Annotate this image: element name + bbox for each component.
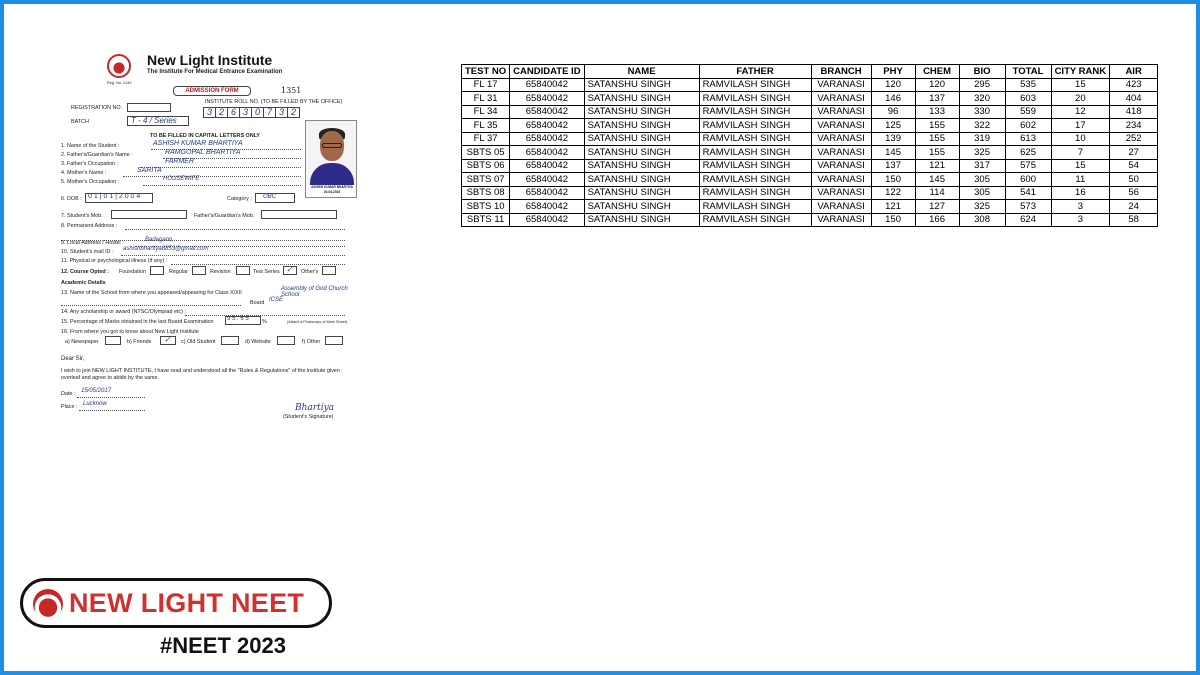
field-label: 2. Father's/Guardian's Name : [61, 152, 133, 158]
table-cell: 325 [959, 200, 1005, 214]
table-cell: RAMVILASH SINGH [699, 213, 811, 227]
field-value: SARITA [137, 167, 162, 174]
source-option: b) Friends [127, 339, 152, 345]
table-cell: 146 [871, 92, 915, 106]
table-cell: VARANASI [811, 146, 871, 160]
table-cell: 133 [915, 105, 959, 119]
table-cell: VARANASI [811, 105, 871, 119]
roll-digit: 3 [239, 107, 252, 118]
table-cell: 330 [959, 105, 1005, 119]
source-option: d) Website [245, 339, 271, 345]
local-address-value: Badagaon [145, 237, 173, 243]
table-cell: SATANSHU SINGH [584, 186, 699, 200]
table-cell: 575 [1005, 159, 1051, 173]
reg-no-mark: Reg. No. 2149 [107, 81, 132, 85]
table-cell: RAMVILASH SINGH [699, 78, 811, 92]
mail-label: 10. Student's mail ID : [61, 249, 114, 255]
table-cell: 10 [1051, 132, 1110, 146]
column-header: TOTAL [1005, 65, 1051, 79]
source-checkbox[interactable] [105, 336, 121, 345]
table-cell: 155 [915, 146, 959, 160]
table-cell: 155 [915, 132, 959, 146]
table-cell: VARANASI [811, 186, 871, 200]
salutation: Dear Sir, [61, 356, 85, 362]
table-cell: SATANSHU SINGH [584, 159, 699, 173]
admission-form: Reg. No. 2149 New Light Institute The Institute For Medical Entrance Examination ADMISSION FORM 1351 INSTITUTE ROLL NO. (TO BE FILLED BY THE OFFICE) REGISTRATION NO. BATCH T - 4 / Series 3 2 6 3 0 7 3 2 TO BE FILLED IN CAPITAL LETTERS ONLY 1. Name of the Student : ASHISH KUMAR BHARTIYA 2. Father's/Guardian's Name : RAMGOPAL BHARTIYA 3. Father's Occupation : FARMER 4. Mother's Name : SARITA 5. Mother's Occupation : HOUSEWIFE ASHISH KUMAR BHARTIYA 20-04-2023 6. DOB : 0 1 | 0 1 | 2 0 0 4 Category : OBC 7. Student's Mob. Father's/Guardian's Mob. 8. Permanent Address : 9. Local Address / Hostel : Badagaon 10. Student's mail ID : ashishbhartiya8853@gmail.com 11. Physical or psychological illness (if any) : 12. Course Opted : Foundation Regular Revision Test Series ✓ Other's Academic Details 13. Name of the School from where you appeared/appearing for Class X/XII Assembly of God Church School Board ICSE 14. Any scholarship or award (NTSC/Olympiad etc) : 15. Percentage of Marks obtained in the last Board Examination 9 5 . 6 5 % (Attach a Photocopy of Mark Sheet) 16. From where you got to know about New Light Institute a) Newspaper b) Friends ✓ c) Old Student d) Website f) Other Dear Sir, I wish to join NEW LIGHT INSTITUTE, I have read and understood all the "Rules & Regulations" of the institute given overleaf and agree to abide by the same. Date : 15/05/2017 Place : Lucknow Bhartiya (Student's Signature) [55, 48, 360, 428]
table-cell: 603 [1005, 92, 1051, 106]
table-cell: FL 35 [462, 119, 510, 133]
table-cell: 65840042 [510, 78, 584, 92]
roll-digit: 3 [275, 107, 288, 118]
brand-logo-icon [33, 589, 63, 619]
form-title: ADMISSION FORM [173, 86, 251, 96]
table-cell: 150 [871, 173, 915, 187]
column-header: PHY [871, 65, 915, 79]
table-cell: 3 [1051, 213, 1110, 227]
table-cell: 145 [915, 173, 959, 187]
hashtag-text: #NEET 2023 [160, 633, 286, 658]
table-cell: 535 [1005, 78, 1051, 92]
place-label: Place : [61, 404, 78, 410]
table-cell: 121 [871, 200, 915, 214]
table-cell: 12 [1051, 105, 1110, 119]
table-cell: 15 [1051, 159, 1110, 173]
table-cell: FL 31 [462, 92, 510, 106]
table-cell: 613 [1005, 132, 1051, 146]
table-cell: SATANSHU SINGH [584, 200, 699, 214]
table-cell: 50 [1110, 173, 1158, 187]
photo-caption-name: ASHISH KUMAR BHARTIYA [311, 185, 353, 189]
table-cell: 65840042 [510, 159, 584, 173]
column-header: FATHER [699, 65, 811, 79]
table-cell: 305 [959, 186, 1005, 200]
table-row [462, 159, 1158, 173]
table-row [462, 92, 1158, 106]
table-cell: VARANASI [811, 78, 871, 92]
field-line [123, 176, 301, 177]
field-line [171, 264, 345, 265]
scholarship-label: 14. Any scholarship or award (NTSC/Olympiad etc) : [61, 309, 186, 315]
table-cell: 65840042 [510, 146, 584, 160]
field-line [143, 185, 301, 186]
table-cell: SBTS 07 [462, 173, 510, 187]
roll-digit: 2 [287, 107, 300, 118]
field-value: HOUSEWIFE [163, 176, 200, 182]
table-cell: RAMVILASH SINGH [699, 119, 811, 133]
table-cell: 625 [1005, 146, 1051, 160]
column-header: CANDIDATE ID [510, 65, 584, 79]
table-row [462, 78, 1158, 92]
table-cell: 127 [915, 200, 959, 214]
roll-digit: 7 [263, 107, 276, 118]
roll-digit: 2 [215, 107, 228, 118]
table-cell: 600 [1005, 173, 1051, 187]
table-cell: RAMVILASH SINGH [699, 92, 811, 106]
column-header: NAME [584, 65, 699, 79]
place-value: Lucknow [83, 401, 107, 407]
field-value: RAMGOPAL BHARTIYA [165, 149, 241, 156]
category-label: Category : [227, 196, 252, 202]
course-checkbox[interactable] [150, 266, 164, 275]
table-cell: VARANASI [811, 92, 871, 106]
academic-label: Academic Details [61, 280, 106, 286]
roll-digit: 6 [227, 107, 240, 118]
date-value: 15/05/2017 [81, 388, 112, 394]
field-label: 4. Mother's Name : [61, 170, 107, 176]
table-cell: 20 [1051, 92, 1110, 106]
table-cell: 418 [1110, 105, 1158, 119]
source-label: 16. From where you got to know about New Light Institute [61, 329, 199, 335]
table-cell: 317 [959, 159, 1005, 173]
course-option: Revision [210, 269, 231, 275]
table-cell: RAMVILASH SINGH [699, 159, 811, 173]
institute-name: New Light Institute [147, 52, 273, 68]
table-cell: 65840042 [510, 132, 584, 146]
table-cell: FL 34 [462, 105, 510, 119]
table-cell: 121 [915, 159, 959, 173]
table-cell: 295 [959, 78, 1005, 92]
table-cell: SBTS 11 [462, 213, 510, 227]
table-cell: FL 37 [462, 132, 510, 146]
table-cell: 305 [959, 173, 1005, 187]
guardian-mobile-box [261, 210, 337, 219]
table-cell: 145 [871, 146, 915, 160]
guardian-mobile-label: Father's/Guardian's Mob. [194, 213, 255, 219]
table-cell: 125 [871, 119, 915, 133]
table-cell: SATANSHU SINGH [584, 146, 699, 160]
board-label: Board [250, 300, 265, 306]
marks-value: 9 5 . 6 5 [227, 316, 249, 322]
table-cell: SBTS 08 [462, 186, 510, 200]
table-cell: RAMVILASH SINGH [699, 146, 811, 160]
course-option: Regular [169, 269, 188, 275]
roll-digit: 0 [251, 107, 264, 118]
mobile-box [111, 210, 187, 219]
brand-badge [20, 578, 332, 628]
table-cell: 120 [915, 78, 959, 92]
capital-note: TO BE FILLED IN CAPITAL LETTERS ONLY [150, 133, 261, 139]
source-option: c) Old Student [181, 339, 216, 345]
course-option: Foundation [119, 269, 146, 275]
table-cell: 96 [871, 105, 915, 119]
table-cell: 11 [1051, 173, 1110, 187]
table-cell: SATANSHU SINGH [584, 173, 699, 187]
table-cell: 624 [1005, 213, 1051, 227]
student-photo [305, 120, 357, 198]
illness-label: 11. Physical or psychological illness (if any) : [61, 258, 168, 264]
table-cell: 3 [1051, 200, 1110, 214]
table-cell: 65840042 [510, 119, 584, 133]
table-row [462, 146, 1158, 160]
column-header: AIR [1110, 65, 1158, 79]
table-cell: VARANASI [811, 119, 871, 133]
column-header: BRANCH [811, 65, 871, 79]
column-header: CHEM [915, 65, 959, 79]
field-line [61, 305, 241, 306]
marks-note: (Attach a Photocopy of Mark Sheet) [287, 320, 348, 324]
declaration: I wish to join NEW LIGHT INSTITUTE, I have read and understood all the "Rules & Regulations" of the institute given overleaf and agree to abide by the same. [61, 368, 340, 381]
course-option: Test Series [253, 269, 280, 275]
table-cell: 17 [1051, 119, 1110, 133]
school-value: Assembly of God Church School [281, 286, 348, 298]
table-cell: 137 [871, 159, 915, 173]
table-cell: RAMVILASH SINGH [699, 186, 811, 200]
table-cell: RAMVILASH SINGH [699, 105, 811, 119]
table-cell: VARANASI [811, 173, 871, 187]
table-cell: 139 [871, 132, 915, 146]
table-cell: VARANASI [811, 159, 871, 173]
dob-label: 6. DOB : [61, 196, 82, 202]
registration-box [127, 103, 171, 112]
table-cell: 252 [1110, 132, 1158, 146]
table-cell: 320 [959, 92, 1005, 106]
table-cell: SATANSHU SINGH [584, 213, 699, 227]
local-address-label: 9. Local Address / Hostel : [61, 240, 124, 246]
table-cell: 166 [915, 213, 959, 227]
table-cell: SBTS 06 [462, 159, 510, 173]
table-cell: 65840042 [510, 173, 584, 187]
date-label: Date : [61, 391, 76, 397]
table-cell: 602 [1005, 119, 1051, 133]
roll-number-cells [203, 107, 299, 118]
roll-label: INSTITUTE ROLL NO. (TO BE FILLED BY THE OFFICE) [205, 99, 343, 105]
course-checkbox[interactable] [236, 266, 250, 275]
table-row [462, 119, 1158, 133]
table-cell: VARANASI [811, 132, 871, 146]
course-option: Other's [301, 269, 319, 275]
table-cell: 56 [1110, 186, 1158, 200]
table-cell: 150 [871, 213, 915, 227]
table-cell: 65840042 [510, 92, 584, 106]
marks-label: 15. Percentage of Marks obtained in the last Board Examination [61, 319, 214, 325]
school-label: 13. Name of the School from where you appeared/appearing for Class X/XII [61, 290, 242, 296]
table-cell: RAMVILASH SINGH [699, 200, 811, 214]
table-cell: RAMVILASH SINGH [699, 132, 811, 146]
table-cell: 15 [1051, 78, 1110, 92]
table-cell: SATANSHU SINGH [584, 119, 699, 133]
batch-label: BATCH [71, 119, 89, 125]
column-header: TEST NO [462, 65, 510, 79]
table-cell: 404 [1110, 92, 1158, 106]
table-cell: SATANSHU SINGH [584, 92, 699, 106]
serial-number: 1351 [281, 86, 302, 95]
field-line [125, 229, 345, 230]
table-row [462, 105, 1158, 119]
table-cell: VARANASI [811, 200, 871, 214]
table-cell: 54 [1110, 159, 1158, 173]
field-line [185, 315, 345, 316]
check-mark-icon: ✓ [286, 265, 293, 274]
table-row [462, 200, 1158, 214]
field-line [77, 397, 145, 398]
batch-value: T - 4 / Series [131, 116, 177, 125]
source-checkbox[interactable] [221, 336, 239, 345]
permanent-address-label: 8. Permanent Address : [61, 223, 118, 229]
field-label: 1. Name of the Student : [61, 143, 120, 149]
table-cell: 65840042 [510, 105, 584, 119]
table-header-row [462, 65, 1158, 79]
table-cell: 559 [1005, 105, 1051, 119]
registration-label: REGISTRATION NO. [71, 105, 123, 111]
table-cell: RAMVILASH SINGH [699, 173, 811, 187]
table-cell: VARANASI [811, 213, 871, 227]
signature-label: (Student's Signature) [283, 414, 334, 420]
table-cell: 137 [915, 92, 959, 106]
field-value: ASHISH KUMAR BHARTIYA [153, 140, 243, 147]
photo-caption-date: 20-04-2023 [323, 190, 341, 194]
table-cell: 7 [1051, 146, 1110, 160]
table-cell: 24 [1110, 200, 1158, 214]
table-cell: 541 [1005, 186, 1051, 200]
source-checkbox[interactable] [325, 336, 343, 345]
table-row [462, 186, 1158, 200]
table-cell: 325 [959, 146, 1005, 160]
brand-name: NEW LIGHT NEET [69, 588, 305, 618]
field-line [141, 167, 301, 168]
table-cell: 120 [871, 78, 915, 92]
table-cell: 319 [959, 132, 1005, 146]
table-cell: 155 [915, 119, 959, 133]
table-cell: 423 [1110, 78, 1158, 92]
check-mark-icon: ✓ [164, 335, 171, 344]
results-table [461, 64, 1158, 227]
institute-logo-icon [107, 54, 131, 78]
table-row [462, 173, 1158, 187]
table-cell: 322 [959, 119, 1005, 133]
institute-tagline: The Institute For Medical Entrance Examination [147, 69, 283, 75]
field-line [79, 410, 145, 411]
field-line [121, 255, 345, 256]
table-cell: FL 17 [462, 78, 510, 92]
table-cell: 114 [915, 186, 959, 200]
table-body [462, 78, 1158, 227]
field-label: 5. Mother's Occupation : [61, 179, 120, 185]
table-cell: 16 [1051, 186, 1110, 200]
column-header: CITY RANK [1051, 65, 1110, 79]
table-cell: 234 [1110, 119, 1158, 133]
table-cell: 27 [1110, 146, 1158, 160]
course-label: 12. Course Opted : [61, 269, 109, 275]
board-value: ICSE [269, 297, 284, 303]
table-row [462, 213, 1158, 227]
dob-value: 0 1 | 0 1 | 2 0 0 4 [88, 193, 141, 200]
table-cell: 58 [1110, 213, 1158, 227]
student-signature-icon: Bhartiya [295, 403, 335, 413]
source-option: f) Other [302, 339, 321, 345]
course-checkbox[interactable] [192, 266, 206, 275]
field-label: 3. Father's Occupation : [61, 161, 119, 167]
mobile-label: 7. Student's Mob. [61, 213, 103, 219]
course-checkbox[interactable] [322, 266, 336, 275]
roll-digit: 3 [203, 107, 216, 118]
table-cell: 573 [1005, 200, 1051, 214]
table-cell: 308 [959, 213, 1005, 227]
table-cell: SATANSHU SINGH [584, 132, 699, 146]
source-checkbox[interactable] [277, 336, 295, 345]
table-cell: 65840042 [510, 213, 584, 227]
table-cell: SBTS 10 [462, 200, 510, 214]
table-cell: 122 [871, 186, 915, 200]
table-cell: 65840042 [510, 200, 584, 214]
column-header: BIO [959, 65, 1005, 79]
source-option: a) Newspaper [65, 339, 99, 345]
category-value: OBC [263, 194, 277, 200]
table-cell: SATANSHU SINGH [584, 78, 699, 92]
table-row [462, 132, 1158, 146]
table-cell: SATANSHU SINGH [584, 105, 699, 119]
table-cell: SBTS 05 [462, 146, 510, 160]
table-cell: 65840042 [510, 186, 584, 200]
field-value: FARMER [165, 158, 195, 165]
mail-value: ashishbhartiya8853@gmail.com [123, 246, 209, 252]
